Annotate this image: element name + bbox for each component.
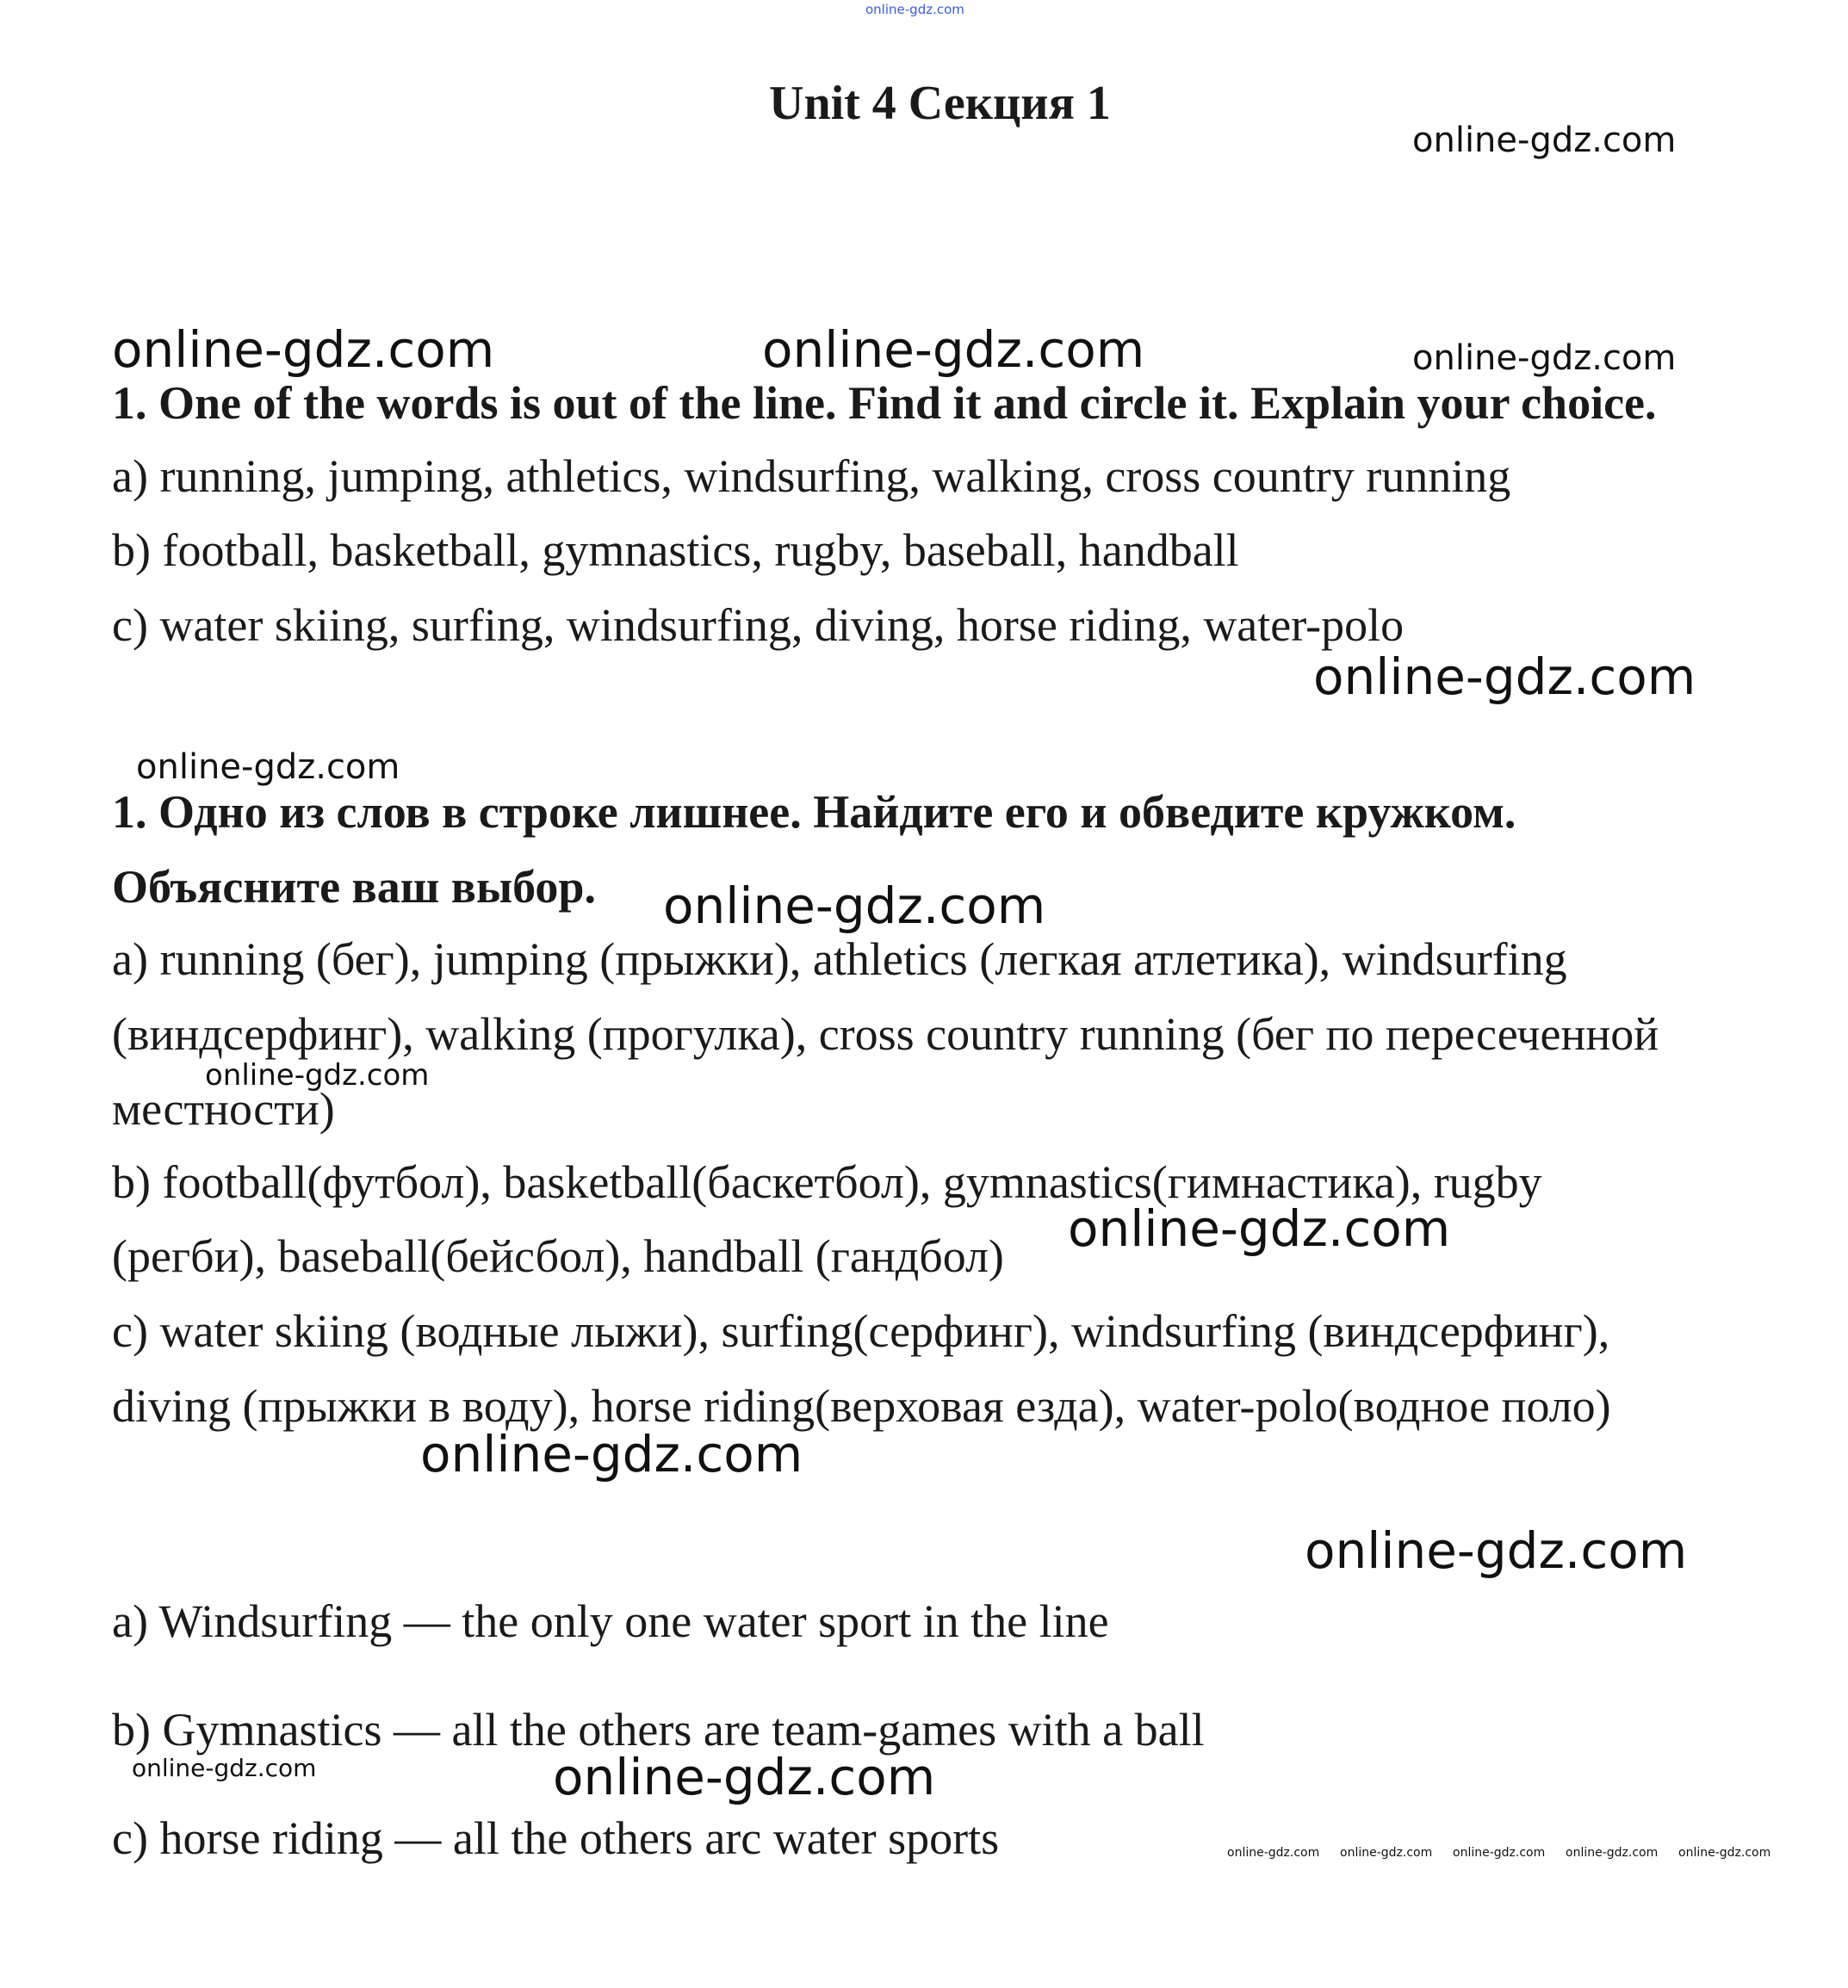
exercise-heading-english: 1. One of the words is out of the line. Find it and circle it. Explain your choice.	[112, 377, 1657, 429]
answer-line: a) Windsurfing — the only one water sport in the line	[112, 1595, 1109, 1647]
page-title: Unit 4 Секция 1	[769, 77, 1111, 130]
exercise-heading-russian: 1. Одно из слов в строке лишнее. Найдите его и обведите кружком.	[112, 786, 1516, 838]
watermark: online-gdz.com	[1227, 1846, 1320, 1860]
translation-line: a) running (бег), jumping (прыжки), athletics (легкая атлетика), windsurfing	[112, 933, 1567, 985]
translation-line: c) water skiing (водные лыжи), surfing(серфинг), windsurfing (виндсерфинг),	[112, 1305, 1610, 1357]
exercise-item: c) water skiing, surfing, windsurfing, diving, horse riding, water-polo	[112, 599, 1405, 651]
exercise-item: a) running, jumping, athletics, windsurfing, walking, cross country running	[112, 450, 1511, 502]
watermark: online-gdz.com	[663, 876, 1046, 935]
watermark: online-gdz.com	[1566, 1846, 1659, 1860]
translation-line: местности)	[112, 1083, 335, 1135]
watermark: online-gdz.com	[136, 747, 400, 787]
watermark: online-gdz.com	[1412, 338, 1677, 378]
translation-line: b) football(футбол), basketball(баскетбол), gymnastics(гимнастика), rugby	[112, 1156, 1542, 1208]
translation-line: (регби), baseball(бейсбол), handball (гандбол)	[112, 1230, 1004, 1282]
watermark: online-gdz.com	[1678, 1846, 1771, 1860]
watermark: online-gdz.com	[420, 1425, 803, 1483]
watermark: online-gdz.com	[112, 320, 495, 379]
translation-line: (виндсерфинг), walking (прогулка), cross country running (бег по пересеченной	[112, 1008, 1659, 1060]
answer-line: b) Gymnastics — all the others are team-games with a ball	[112, 1704, 1205, 1756]
watermark: online-gdz.com	[762, 320, 1145, 379]
exercise-item: b) football, basketball, gymnastics, rugby, baseball, handball	[112, 524, 1239, 576]
watermark: online-gdz.com	[1453, 1846, 1546, 1860]
answer-line: c) horse riding — all the others arc water sports	[112, 1812, 1000, 1864]
watermark: online-gdz.com	[1068, 1199, 1451, 1258]
watermark: online-gdz.com	[1313, 647, 1696, 706]
watermark: online-gdz.com	[553, 1748, 936, 1806]
watermark-top: online-gdz.com	[865, 2, 964, 17]
translation-line: diving (прыжки в воду), horse riding(верховая езда), water-polo(водное поло)	[112, 1380, 1611, 1432]
watermark: online-gdz.com	[1305, 1521, 1688, 1580]
watermark: online-gdz.com	[1412, 121, 1677, 160]
watermark: online-gdz.com	[205, 1058, 430, 1093]
exercise-heading-russian-cont: Объясните ваш выбор.	[112, 861, 596, 913]
watermark: online-gdz.com	[132, 1754, 317, 1782]
watermark: online-gdz.com	[1340, 1846, 1433, 1860]
